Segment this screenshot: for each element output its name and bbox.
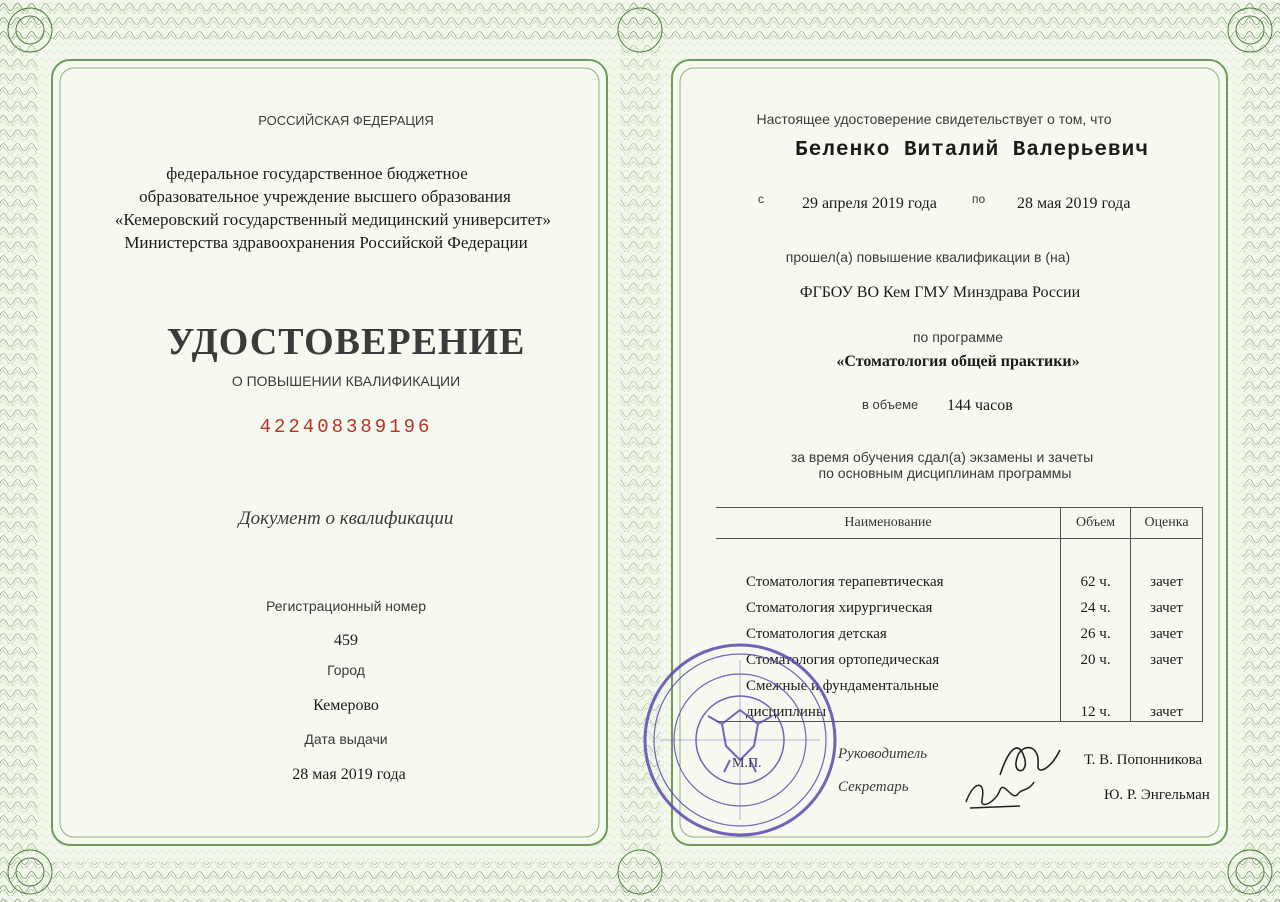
exams-line-1: за время обучения сдал(а) экзамены и зачеты	[790, 449, 1094, 465]
document-subtitle: О ПОВЫШЕНИИ КВАЛИФИКАЦИИ	[231, 373, 461, 389]
table-row	[716, 591, 1203, 617]
secretary-label: Секретарь	[838, 779, 909, 795]
org-line-4: Министерства здравоохранения Российской Федерации	[124, 233, 528, 252]
discipline-name: Стоматология хирургическая	[746, 600, 933, 616]
city-label: Город	[327, 662, 365, 678]
exams-line-2: по основным дисциплинам программы	[818, 465, 1072, 481]
volume-label: в объеме	[862, 397, 919, 412]
discipline-name: Стоматология детская	[746, 626, 887, 642]
discipline-name: Смежные и фундаментальные	[746, 678, 939, 694]
official-seal	[640, 640, 840, 840]
document-title: УДОСТОВЕРЕНИЕ	[166, 321, 526, 363]
institution-name: ФГБОУ ВО Кем ГМУ Минздрава России	[799, 284, 1081, 301]
column-header-hours: Объем	[1061, 508, 1131, 539]
discipline-name: Стоматология терапевтическая	[746, 574, 944, 590]
discipline-hours: 20 ч.	[1061, 643, 1131, 669]
org-line-2: образовательное учреждение высшего образования	[139, 187, 511, 206]
volume-value: 144 часов	[947, 397, 1013, 414]
column-header-name: Наименование	[716, 508, 1061, 539]
discipline-hours: 26 ч.	[1061, 617, 1131, 643]
head-label: Руководитель	[838, 746, 927, 762]
registration-label: Регистрационный номер	[266, 598, 426, 614]
grades-header-row	[716, 508, 1203, 539]
discipline-name: дисциплины	[746, 704, 827, 720]
period-to-date: 28 мая 2019 года	[1017, 195, 1131, 212]
program-label: по программе	[912, 329, 1004, 345]
head-name: Т. В. Попонникова	[1084, 752, 1203, 768]
org-line-1: федеральное государственное бюджетное	[166, 164, 468, 183]
passed-label: прошел(а) повышение квалификации в (на)	[785, 249, 1071, 265]
secretary-signature	[960, 772, 1040, 817]
column-header-grade: Оценка	[1131, 508, 1203, 539]
discipline-grade: зачет	[1131, 591, 1203, 617]
discipline-grade: зачет	[1131, 617, 1203, 643]
discipline-grade: зачет	[1131, 695, 1203, 722]
period-from-label: с	[758, 192, 764, 206]
issue-date-label: Дата выдачи	[304, 731, 388, 747]
program-name: «Стоматология общей практики»	[836, 353, 1080, 370]
city-value: Кемерово	[313, 697, 379, 714]
discipline-grade: зачет	[1131, 565, 1203, 591]
org-line-3: «Кемеровский государственный медицинский университет»	[114, 210, 552, 229]
registration-number: 459	[334, 632, 358, 649]
document-type: Документ о квалификации	[238, 508, 454, 529]
discipline-hours	[1061, 669, 1131, 695]
table-row	[716, 565, 1203, 591]
discipline-hours: 24 ч.	[1061, 591, 1131, 617]
period-from-date: 29 апреля 2019 года	[802, 195, 937, 212]
discipline-name: Стоматология ортопедическая	[746, 652, 940, 668]
period-to-label: по	[972, 192, 986, 206]
secretary-name: Ю. Р. Энгельман	[1104, 787, 1210, 803]
discipline-hours: 62 ч.	[1061, 565, 1131, 591]
seal-mark: М.П.	[732, 756, 762, 771]
discipline-grade	[1131, 669, 1203, 695]
discipline-hours: 12 ч.	[1061, 695, 1131, 722]
holder-full-name: Беленко Виталий Валерьевич	[795, 139, 1149, 162]
discipline-grade: зачет	[1131, 643, 1203, 669]
issue-date-value: 28 мая 2019 года	[292, 766, 406, 783]
intro-text: Настоящее удостоверение свидетельствует о том, что	[756, 111, 1112, 127]
serial-number: 422408389196	[259, 416, 433, 438]
country-label: РОССИЙСКАЯ ФЕДЕРАЦИЯ	[258, 113, 434, 128]
